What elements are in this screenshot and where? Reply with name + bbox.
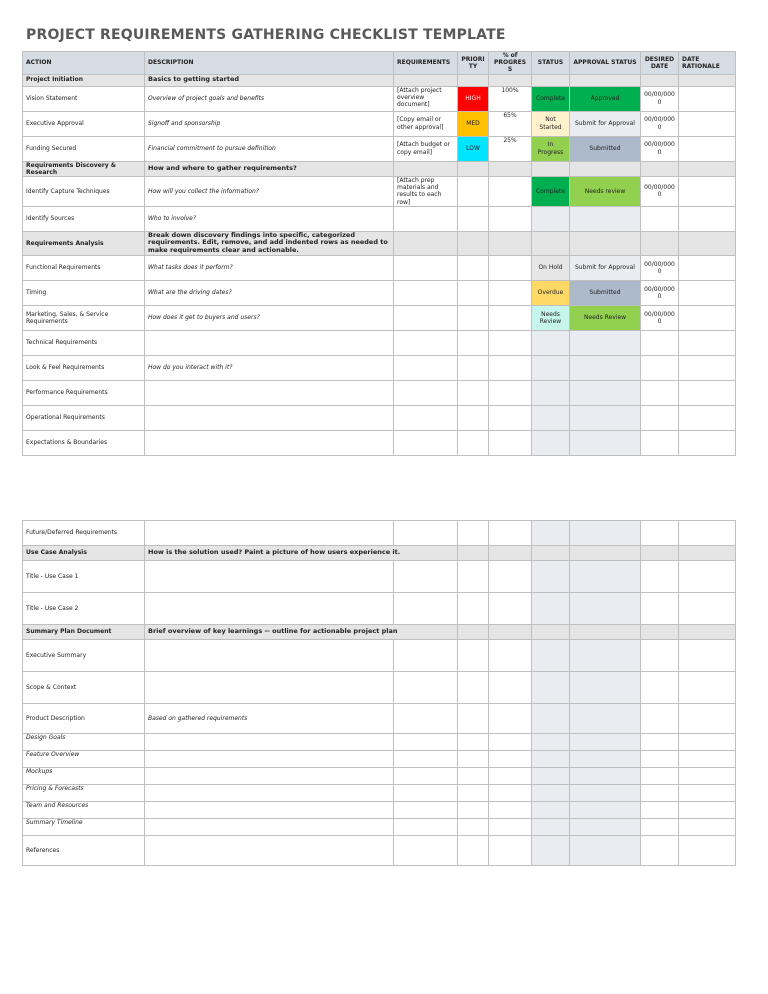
description-cell[interactable] [145,593,394,625]
section-row [23,231,736,255]
approval-badge[interactable]: Submit for Approval [570,111,641,136]
progress-cell[interactable] [489,561,532,593]
desired-date-cell[interactable] [641,356,679,381]
status-badge[interactable]: Overdue [532,281,570,306]
description-cell[interactable] [145,521,394,546]
col-action-header: ACTION [23,52,145,75]
desired-date-cell[interactable]: 00/00/000 0 [641,281,679,306]
priority-cell[interactable] [458,406,489,431]
requirements-cell[interactable] [394,734,458,751]
progress-cell[interactable] [489,356,532,381]
desired-date-cell[interactable] [641,672,679,704]
description-cell[interactable] [145,640,394,672]
approval-cell[interactable] [570,561,641,593]
section-action: Summary Plan Document [23,625,145,640]
date-rationale-cell[interactable] [679,640,736,672]
progress-cell[interactable] [489,306,532,331]
col-progress-header: % of PROGRES S [489,52,532,75]
approval-cell[interactable] [570,431,641,456]
status-cell[interactable] [532,836,570,866]
requirements-cell[interactable] [394,819,458,836]
action-cell[interactable]: Identify Sources [23,206,145,231]
requirements-cell[interactable] [394,206,458,231]
action-cell[interactable]: Mockups [23,768,145,785]
table-row [23,785,736,802]
desired-date-cell[interactable] [641,785,679,802]
action-cell[interactable]: Marketing, Sales, & Service Requirements [23,306,145,331]
approval-cell[interactable] [570,521,641,546]
priority-cell[interactable] [458,281,489,306]
approval-cell[interactable] [570,734,641,751]
description-cell[interactable] [145,331,394,356]
approval-badge[interactable]: Needs Review [570,306,641,331]
requirements-cell[interactable] [394,672,458,704]
action-cell[interactable]: Technical Requirements [23,331,145,356]
date-rationale-cell[interactable] [679,751,736,768]
priority-cell[interactable] [458,768,489,785]
description-cell[interactable]: Financial commitment to pursue definition [145,136,394,161]
date-rationale-cell[interactable] [679,176,736,206]
progress-cell[interactable] [489,704,532,734]
status-badge[interactable]: Complete [532,86,570,111]
desired-date-cell[interactable] [641,640,679,672]
approval-cell[interactable] [570,356,641,381]
table-row [23,111,736,136]
priority-cell[interactable] [458,206,489,231]
approval-badge[interactable]: Submitted [570,136,641,161]
table-row [23,819,736,836]
description-cell[interactable] [145,785,394,802]
priority-cell[interactable] [458,751,489,768]
requirements-cell[interactable] [394,561,458,593]
requirements-cell[interactable]: [Attach budget or copy email] [394,136,458,161]
requirements-cell[interactable] [394,331,458,356]
action-cell[interactable]: Future/Deferred Requirements [23,521,145,546]
approval-cell[interactable] [570,751,641,768]
date-rationale-cell[interactable] [679,593,736,625]
date-rationale-cell[interactable] [679,819,736,836]
date-rationale-cell[interactable] [679,331,736,356]
status-cell[interactable] [532,819,570,836]
date-rationale-cell[interactable] [679,256,736,281]
date-rationale-cell[interactable] [679,431,736,456]
description-cell[interactable] [145,734,394,751]
priority-cell[interactable] [458,785,489,802]
table-row [23,672,736,704]
desired-date-cell[interactable] [641,836,679,866]
priority-cell[interactable] [458,836,489,866]
date-rationale-cell[interactable] [679,704,736,734]
section-description: How and where to gather requirements? [145,161,394,176]
action-cell[interactable]: Expectations & Boundaries [23,431,145,456]
action-cell[interactable]: Executive Approval [23,111,145,136]
desired-date-cell[interactable] [641,331,679,356]
date-rationale-cell[interactable] [679,521,736,546]
desired-date-cell[interactable]: 00/00/000 0 [641,256,679,281]
approval-badge[interactable]: Approved [570,86,641,111]
action-cell[interactable]: References [23,836,145,866]
status-badge[interactable]: Needs Review [532,306,570,331]
requirements-cell[interactable] [394,381,458,406]
progress-cell[interactable]: 100% [489,86,532,111]
status-cell[interactable] [532,521,570,546]
requirements-cell[interactable] [394,521,458,546]
priority-cell[interactable] [458,672,489,704]
date-rationale-cell[interactable] [679,734,736,751]
page-title: PROJECT REQUIREMENTS GATHERING CHECKLIST TEMPLATE [26,27,506,43]
action-cell[interactable]: Funding Secured [23,136,145,161]
requirements-cell[interactable] [394,256,458,281]
approval-cell[interactable] [570,802,641,819]
col-date-rationale-header: DATE RATIONALE [679,52,736,75]
requirements-cell[interactable]: [Attach project overview document] [394,86,458,111]
progress-cell[interactable]: 65% [489,111,532,136]
date-rationale-cell[interactable] [679,281,736,306]
section-row [23,161,736,176]
action-cell[interactable]: Design Goals [23,734,145,751]
description-cell[interactable] [145,431,394,456]
date-rationale-cell[interactable] [679,802,736,819]
progress-cell[interactable] [489,672,532,704]
action-cell[interactable]: Operational Requirements [23,406,145,431]
priority-badge[interactable]: LOW [458,136,489,161]
desired-date-cell[interactable] [641,734,679,751]
table-row [23,136,736,161]
description-cell[interactable]: Based on gathered requirements [145,704,394,734]
desired-date-cell[interactable] [641,751,679,768]
section-row [23,546,736,561]
description-cell[interactable] [145,381,394,406]
approval-cell[interactable] [570,640,641,672]
approval-cell[interactable] [570,785,641,802]
description-cell[interactable]: How does it get to buyers and users? [145,306,394,331]
desired-date-cell[interactable] [641,381,679,406]
priority-cell[interactable] [458,640,489,672]
progress-cell[interactable] [489,521,532,546]
priority-cell[interactable] [458,819,489,836]
progress-cell[interactable] [489,768,532,785]
progress-cell[interactable]: 25% [489,136,532,161]
action-cell[interactable]: Vision Statement [23,86,145,111]
progress-cell[interactable] [489,640,532,672]
action-cell[interactable]: Team and Resources [23,802,145,819]
requirements-cell[interactable] [394,281,458,306]
status-cell[interactable] [532,431,570,456]
date-rationale-cell[interactable] [679,86,736,111]
date-rationale-cell[interactable] [679,136,736,161]
priority-cell[interactable] [458,356,489,381]
action-cell[interactable]: Look & Feel Requirements [23,356,145,381]
progress-cell[interactable] [489,431,532,456]
approval-cell[interactable] [570,819,641,836]
table-row [23,802,736,819]
col-description-header: DESCRIPTION [145,52,394,75]
status-cell[interactable] [532,802,570,819]
table-row [23,521,736,546]
section-description: Brief overview of key learnings -- outline for actionable project plan [145,625,458,640]
approval-cell[interactable] [570,593,641,625]
table-row [23,381,736,406]
section-action: Project Initiation [23,74,145,86]
header-row [23,52,736,75]
approval-cell[interactable] [570,768,641,785]
requirements-cell[interactable] [394,593,458,625]
status-cell[interactable] [532,561,570,593]
priority-cell[interactable] [458,521,489,546]
desired-date-cell[interactable] [641,406,679,431]
date-rationale-cell[interactable] [679,561,736,593]
priority-cell[interactable] [458,381,489,406]
description-cell[interactable] [145,751,394,768]
action-cell[interactable]: Title - Use Case 2 [23,593,145,625]
description-cell[interactable]: Signoff and sponsorship [145,111,394,136]
date-rationale-cell[interactable] [679,356,736,381]
requirements-cell[interactable] [394,356,458,381]
date-rationale-cell[interactable] [679,306,736,331]
status-cell[interactable] [532,381,570,406]
desired-date-cell[interactable] [641,521,679,546]
section-row [23,74,736,86]
section-action: Use Case Analysis [23,546,145,561]
priority-cell[interactable] [458,593,489,625]
priority-cell[interactable] [458,256,489,281]
status-cell[interactable] [532,593,570,625]
requirements-cell[interactable] [394,785,458,802]
approval-cell[interactable] [570,406,641,431]
section-action: Requirements Analysis [23,231,145,255]
priority-cell[interactable] [458,704,489,734]
progress-cell[interactable] [489,331,532,356]
approval-badge[interactable]: Submit for Approval [570,256,641,281]
description-cell[interactable] [145,406,394,431]
action-cell[interactable]: Scope & Context [23,672,145,704]
priority-badge[interactable]: HIGH [458,86,489,111]
table-row [23,734,736,751]
status-cell[interactable] [532,406,570,431]
status-cell[interactable] [532,734,570,751]
desired-date-cell[interactable]: 00/00/000 0 [641,111,679,136]
progress-cell[interactable] [489,751,532,768]
action-cell[interactable]: Functional Requirements [23,256,145,281]
requirements-cell[interactable] [394,768,458,785]
section-description: Break down discovery findings into specific, categorized requirements. Edit, remove, and add indented rows as needed to make requirements clear and actionable. [145,231,394,255]
section-description: How is the solution used? Paint a picture of how users experience it. [145,546,458,561]
checklist-table-continued [22,520,736,866]
desired-date-cell[interactable] [641,704,679,734]
description-cell[interactable] [145,672,394,704]
status-badge[interactable]: In Progress [532,136,570,161]
progress-cell[interactable] [489,281,532,306]
description-cell[interactable]: What tasks does it perform? [145,256,394,281]
status-cell[interactable] [532,331,570,356]
desired-date-cell[interactable]: 00/00/000 0 [641,136,679,161]
description-cell[interactable]: Overview of project goals and benefits [145,86,394,111]
table-row [23,206,736,231]
desired-date-cell[interactable] [641,768,679,785]
requirements-cell[interactable] [394,431,458,456]
priority-cell[interactable] [458,734,489,751]
approval-cell[interactable] [570,704,641,734]
approval-cell[interactable] [570,381,641,406]
col-priority-header: PRIORI TY [458,52,489,75]
section-action: Requirements Discovery & Research [23,161,145,176]
table-row [23,768,736,785]
status-cell[interactable] [532,751,570,768]
date-rationale-cell[interactable] [679,206,736,231]
table-row [23,751,736,768]
table-row [23,176,736,206]
approval-cell[interactable] [570,206,641,231]
status-badge[interactable]: Not Started [532,111,570,136]
progress-cell[interactable] [489,381,532,406]
approval-cell[interactable] [570,331,641,356]
description-cell[interactable] [145,768,394,785]
date-rationale-cell[interactable] [679,768,736,785]
priority-cell[interactable] [458,306,489,331]
action-cell[interactable]: Identify Capture Techniques [23,176,145,206]
section-description: Basics to getting started [145,74,394,86]
desired-date-cell[interactable]: 00/00/000 0 [641,176,679,206]
status-cell[interactable] [532,356,570,381]
progress-cell[interactable] [489,734,532,751]
requirements-cell[interactable] [394,640,458,672]
progress-cell[interactable] [489,406,532,431]
status-cell[interactable] [532,768,570,785]
description-cell[interactable]: Who to involve? [145,206,394,231]
table-row [23,331,736,356]
status-badge[interactable]: Complete [532,176,570,206]
priority-cell[interactable] [458,176,489,206]
table-row [23,836,736,866]
description-cell[interactable] [145,802,394,819]
desired-date-cell[interactable] [641,802,679,819]
priority-cell[interactable] [458,331,489,356]
status-cell[interactable] [532,640,570,672]
action-cell[interactable]: Feature Overview [23,751,145,768]
priority-cell[interactable] [458,802,489,819]
desired-date-cell[interactable]: 00/00/000 0 [641,306,679,331]
date-rationale-cell[interactable] [679,672,736,704]
table-row [23,406,736,431]
approval-badge[interactable]: Submitted [570,281,641,306]
table-row [23,593,736,625]
status-cell[interactable] [532,672,570,704]
status-cell[interactable] [532,206,570,231]
requirements-cell[interactable] [394,836,458,866]
priority-cell[interactable] [458,431,489,456]
date-rationale-cell[interactable] [679,381,736,406]
desired-date-cell[interactable] [641,431,679,456]
approval-badge[interactable]: Needs review [570,176,641,206]
section-row [23,625,736,640]
desired-date-cell[interactable] [641,206,679,231]
action-cell[interactable]: Title - Use Case 1 [23,561,145,593]
col-desired-date-header: DESIRED DATE [641,52,679,75]
progress-cell[interactable] [489,206,532,231]
requirements-cell[interactable] [394,306,458,331]
table-row [23,306,736,331]
progress-cell[interactable] [489,785,532,802]
requirements-cell[interactable] [394,704,458,734]
desired-date-cell[interactable] [641,819,679,836]
status-cell[interactable] [532,704,570,734]
progress-cell[interactable] [489,593,532,625]
col-requirements-header: REQUIREMENTS [394,52,458,75]
desired-date-cell[interactable] [641,561,679,593]
table-row [23,256,736,281]
description-cell[interactable] [145,836,394,866]
description-cell[interactable] [145,819,394,836]
approval-cell[interactable] [570,836,641,866]
requirements-cell[interactable] [394,406,458,431]
approval-cell[interactable] [570,672,641,704]
date-rationale-cell[interactable] [679,406,736,431]
table-row [23,431,736,456]
requirements-cell[interactable]: [Copy email or other approval] [394,111,458,136]
status-cell[interactable] [532,785,570,802]
action-cell[interactable]: Timing [23,281,145,306]
progress-cell[interactable] [489,836,532,866]
description-cell[interactable]: How will you collect the information? [145,176,394,206]
action-cell[interactable]: Summary Timeline [23,819,145,836]
table-row [23,86,736,111]
description-cell[interactable]: How do you interact with it? [145,356,394,381]
table-row [23,281,736,306]
date-rationale-cell[interactable] [679,836,736,866]
requirements-cell[interactable]: [Attach prep materials and results to each row] [394,176,458,206]
date-rationale-cell[interactable] [679,111,736,136]
action-cell[interactable]: Performance Requirements [23,381,145,406]
action-cell[interactable]: Pricing & Forecasts [23,785,145,802]
table-row [23,704,736,734]
priority-cell[interactable] [458,561,489,593]
date-rationale-cell[interactable] [679,785,736,802]
col-approval-header: APPROVAL STATUS [570,52,641,75]
description-cell[interactable] [145,561,394,593]
table-row [23,640,736,672]
description-cell[interactable]: What are the driving dates? [145,281,394,306]
progress-cell[interactable] [489,819,532,836]
action-cell[interactable]: Product Description [23,704,145,734]
requirements-cell[interactable] [394,751,458,768]
priority-badge[interactable]: MED [458,111,489,136]
progress-cell[interactable] [489,802,532,819]
action-cell[interactable]: Executive Summary [23,640,145,672]
requirements-cell[interactable] [394,802,458,819]
progress-cell[interactable] [489,176,532,206]
status-badge[interactable]: On Hold [532,256,570,281]
progress-cell[interactable] [489,256,532,281]
desired-date-cell[interactable] [641,593,679,625]
desired-date-cell[interactable]: 00/00/000 0 [641,86,679,111]
table-row [23,561,736,593]
checklist-table [22,51,736,456]
table-row [23,356,736,381]
col-status-header: STATUS [532,52,570,75]
